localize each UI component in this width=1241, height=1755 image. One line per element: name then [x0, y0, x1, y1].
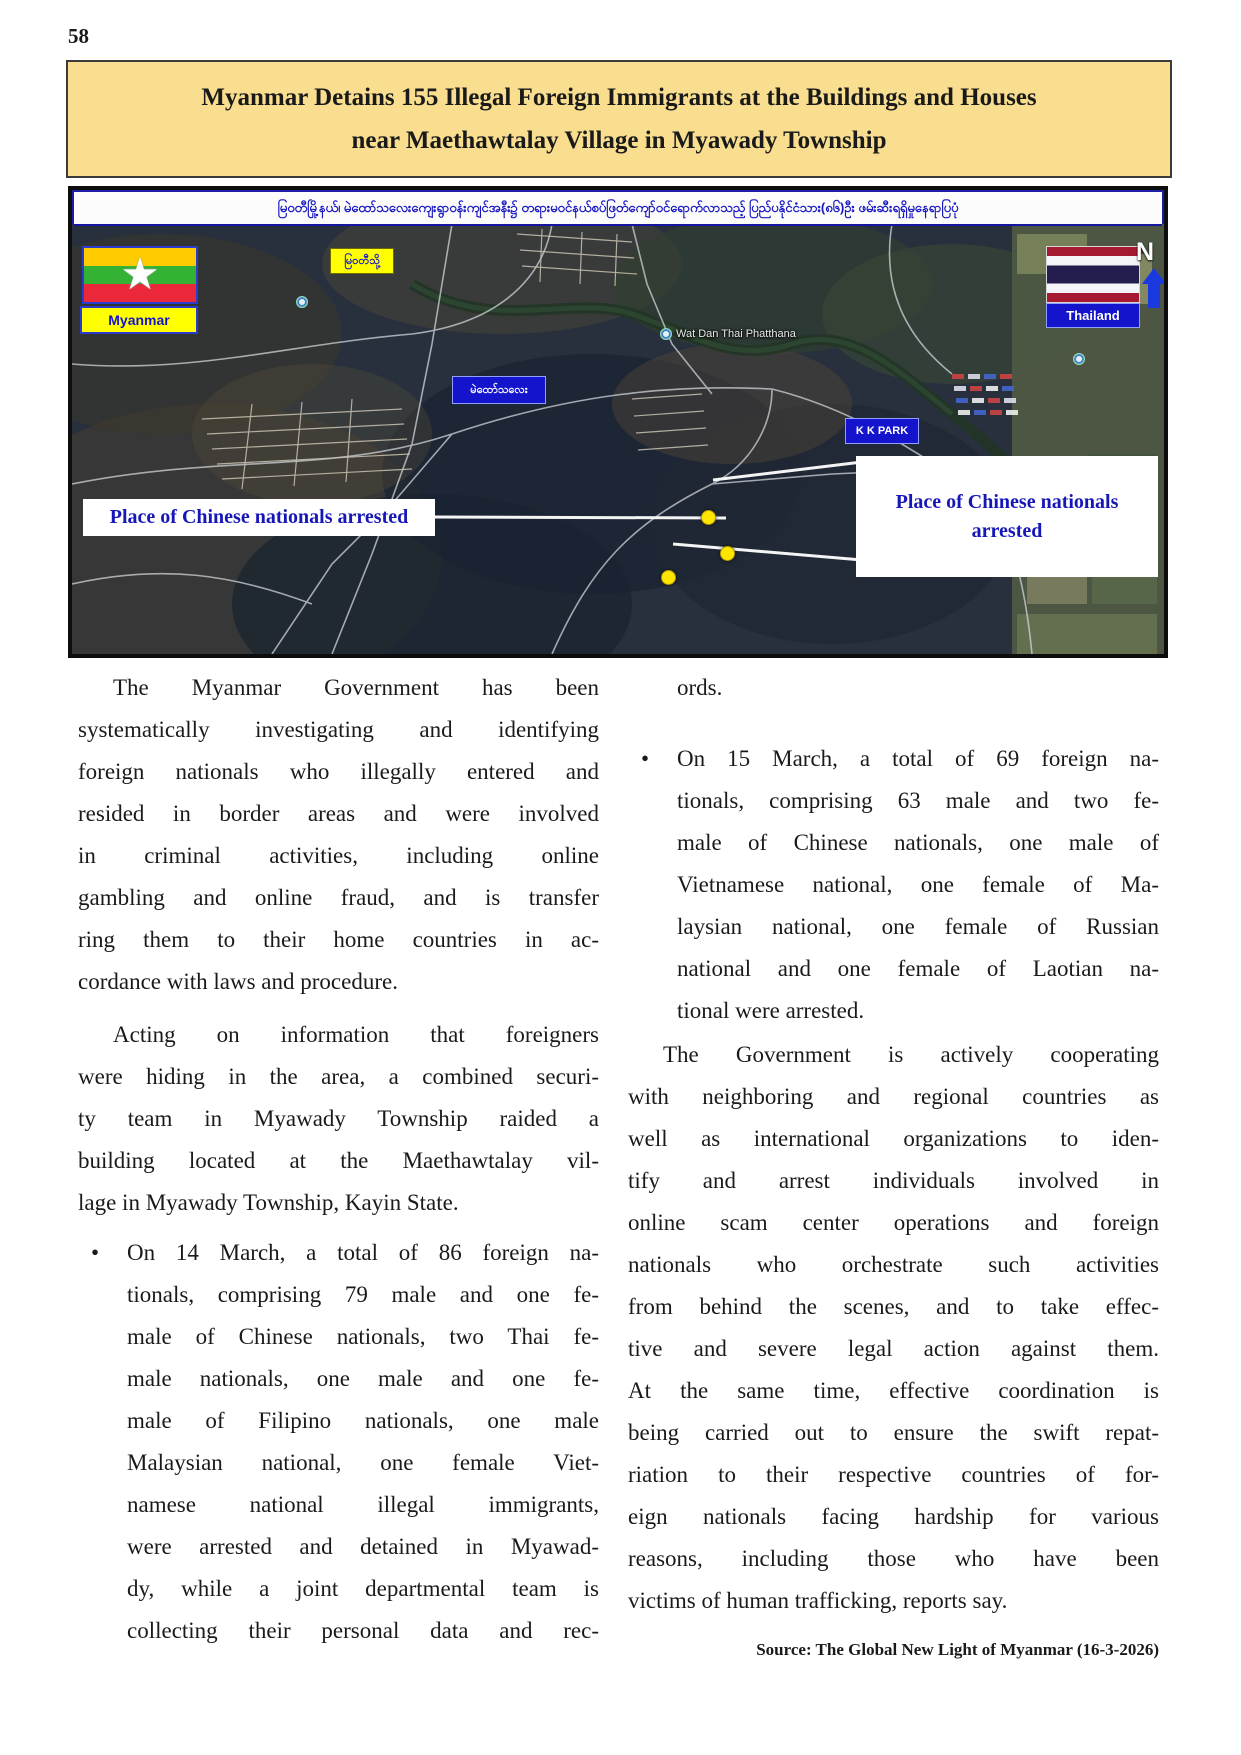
article-column-left	[78, 667, 599, 1652]
arrest-location-dot-3	[661, 570, 676, 585]
map-place-pin-left	[296, 296, 308, 308]
right-arrest-callout-line2: arrested	[971, 519, 1043, 542]
text-line: tionals, comprising 63 male and two fe-	[677, 788, 1159, 813]
kk-park-label: K K PARK	[845, 418, 919, 444]
bullet-item	[628, 738, 1159, 1032]
map-place-watdan	[660, 328, 796, 340]
text-line: were hiding in the area, a combined securi-	[78, 1064, 599, 1089]
text-line: dy, while a joint departmental team is	[127, 1576, 599, 1601]
article-column-right	[628, 667, 1159, 1622]
arrest-location-dot-2	[720, 546, 735, 561]
text-line: tive and severe legal action against them.	[628, 1336, 1159, 1361]
text-line: national and one female of Laotian na-	[677, 956, 1159, 981]
text-line: male of Filipino nationals, one male	[127, 1408, 599, 1433]
text-line: male nationals, one male and one fe-	[127, 1366, 599, 1391]
text-line: The Government is actively cooperating	[663, 1042, 1159, 1067]
map-banner-title: မြဝတီမြို့နယ်၊ မဲထော်သလေးကျေးရွာဝန်းကျင်အနီး၌ တရားမဝင်နယ်စပ်ဖြတ်ကျော်ဝင်ရောက်လာသည့် ပြည်ပနိုင်ငံသား(၈၆)ဦး ဖမ်းဆီးရရှိမှုနေရာပြပုံ	[74, 192, 1162, 226]
text-line: male of Chinese nationals, one male of	[677, 830, 1159, 855]
text-line: gambling and online fraud, and is transfer	[78, 885, 599, 910]
text-line: riation to their respective countries of for-	[628, 1462, 1159, 1487]
text-line: Vietnamese national, one female of Ma-	[677, 872, 1159, 897]
text-line: tional were arrested.	[677, 998, 865, 1023]
paragraph	[628, 667, 1159, 709]
paragraph	[78, 667, 599, 1003]
page-number: 58	[68, 24, 89, 48]
text-line: lage in Myawady Township, Kayin State.	[78, 1190, 459, 1215]
text-line: with neighboring and regional countries as	[628, 1084, 1159, 1109]
text-line: ring them to their home countries in ac-	[78, 927, 599, 952]
myanmar-flag	[82, 246, 198, 304]
callout-leader-lines	[72, 224, 1164, 654]
text-line: On 14 March, a total of 86 foreign na-	[127, 1240, 599, 1265]
text-line: victims of human trafficking, reports say.	[628, 1588, 1008, 1613]
arrest-location-dot-1	[701, 510, 716, 525]
text-line: reasons, including those who have been	[628, 1546, 1159, 1571]
text-line: ty team in Myawady Township raided a	[78, 1106, 599, 1131]
north-arrow-icon	[1142, 268, 1166, 308]
satellite-map	[68, 186, 1168, 658]
bullet-marker: •	[91, 1240, 100, 1265]
left-arrest-callout: Place of Chinese nationals arrested	[83, 499, 435, 536]
text-line: ords.	[677, 675, 723, 700]
paragraph	[628, 1034, 1159, 1622]
text-line: were arrested and detained in Myawad-	[127, 1534, 599, 1559]
text-line: At the same time, effective coordination is	[628, 1378, 1159, 1403]
text-line: male of Chinese nationals, two Thai fe-	[127, 1324, 599, 1349]
to-myawady-label: မြဝတီသို့	[330, 248, 394, 274]
maethawtalay-village-label: မဲထော်သလေး	[452, 376, 546, 404]
north-indicator-letter: N	[1136, 238, 1155, 266]
thailand-flag	[1046, 246, 1140, 303]
article-title-box	[66, 60, 1172, 178]
text-line: resided in border areas and were involved	[78, 801, 599, 826]
text-line: The Myanmar Government has been	[113, 675, 599, 700]
text-line: laysian national, one female of Russian	[677, 914, 1159, 939]
myanmar-flag-star-icon: ★	[120, 249, 160, 300]
text-line: tionals, comprising 79 male and one fe-	[127, 1282, 599, 1307]
bullet-item	[78, 1232, 599, 1652]
text-line: from behind the scenes, and to take effec-	[628, 1294, 1159, 1319]
paragraph	[78, 1014, 599, 1224]
map-place-pin-right	[1073, 353, 1085, 365]
article-title-line1: Myanmar Detains 155 Illegal Foreign Immigrants at the Buildings and Houses	[201, 84, 1037, 111]
map-pin-icon	[1073, 353, 1085, 365]
text-line: systematically investigating and identifying	[78, 717, 599, 742]
text-line: in criminal activities, including online	[78, 843, 599, 868]
text-line: building located at the Maethawtalay vil-	[78, 1148, 599, 1173]
text-line: tify and arrest individuals involved in	[628, 1168, 1159, 1193]
text-line: eign nationals facing hardship for various	[628, 1504, 1159, 1529]
text-line: collecting their personal data and rec-	[127, 1618, 599, 1643]
map-pin-icon	[296, 296, 308, 308]
text-line: Malaysian national, one female Viet-	[127, 1450, 599, 1475]
text-line: On 15 March, a total of 69 foreign na-	[677, 746, 1159, 771]
myanmar-country-label: Myanmar	[80, 306, 198, 334]
text-line: cordance with laws and procedure.	[78, 969, 398, 994]
article-title-line2: near Maethawtalay Village in Myawady Township	[351, 127, 887, 154]
map-place-label: Wat Dan Thai Phatthana	[676, 328, 796, 340]
right-arrest-callout-line1: Place of Chinese nationals	[895, 490, 1119, 513]
source-credit: Source: The Global New Light of Myanmar (16-3-2026)	[756, 1640, 1159, 1659]
bullet-marker: •	[641, 746, 650, 771]
text-line: being carried out to ensure the swift repat-	[628, 1420, 1159, 1445]
right-arrest-callout	[856, 456, 1158, 577]
text-line: Acting on information that foreigners	[113, 1022, 599, 1047]
text-line: foreign nationals who illegally entered and	[78, 759, 599, 784]
map-pin-icon	[660, 328, 672, 340]
text-line: namese national illegal immigrants,	[127, 1492, 599, 1517]
thailand-country-label: Thailand	[1046, 303, 1140, 328]
text-line: well as international organizations to iden-	[628, 1126, 1159, 1151]
text-line: online scam center operations and foreign	[628, 1210, 1159, 1235]
text-line: nationals who orchestrate such activities	[628, 1252, 1159, 1277]
